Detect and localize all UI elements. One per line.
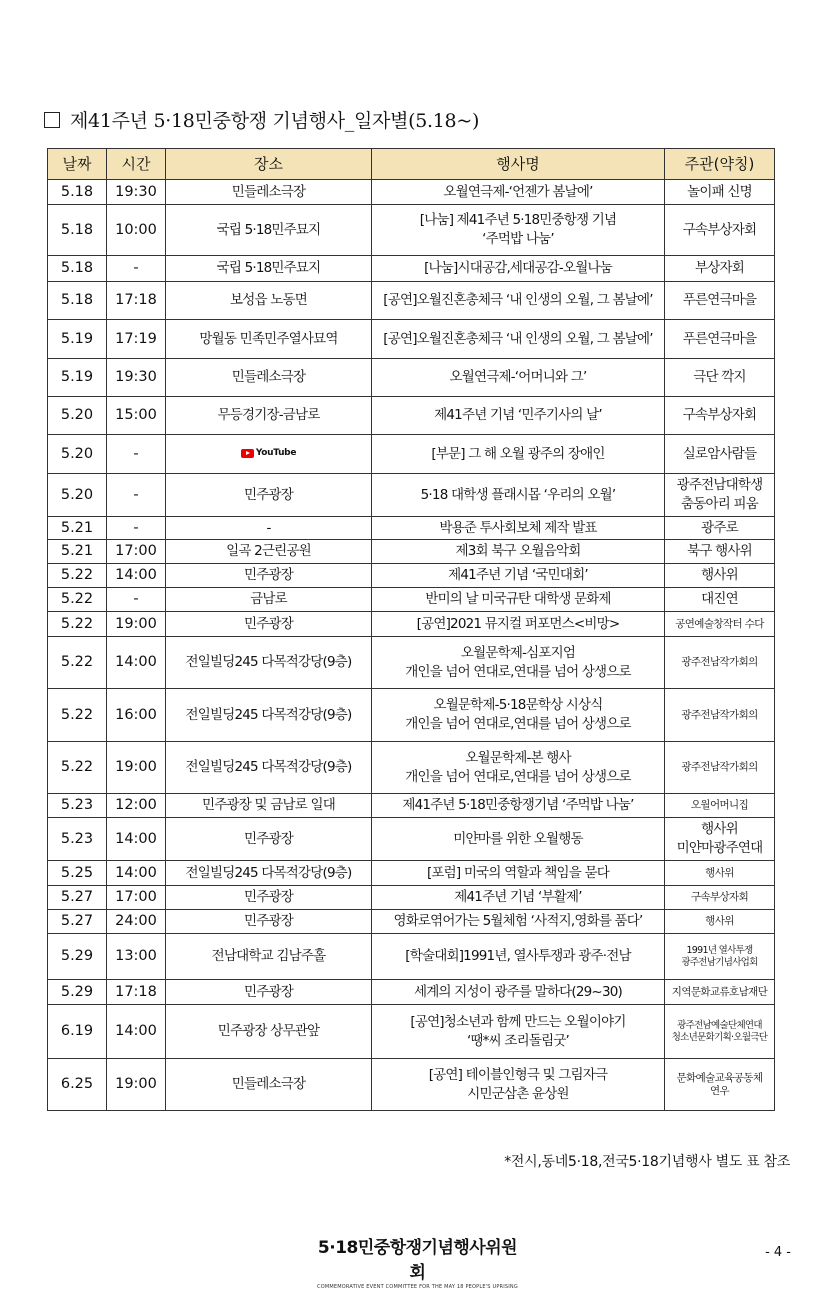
header-host: 주관(약칭) bbox=[665, 149, 775, 180]
section-heading bbox=[44, 106, 479, 133]
host-line: 구속부상자회 bbox=[682, 221, 757, 238]
event-line: ‘주먹밥 나눔’ bbox=[482, 231, 554, 247]
event-line: [공연]청소년과 함께 만드는 오월이야기 bbox=[410, 1013, 626, 1030]
heading-text: 제41주년 5·18민중항쟁 기념행사_일자별(5.18~) bbox=[70, 110, 480, 132]
host-line: 극단 깍지 bbox=[693, 369, 746, 385]
event-line: 박용준 투사회보체 제작 발표 bbox=[439, 519, 597, 536]
cell-time: - bbox=[107, 588, 166, 612]
table-row bbox=[48, 980, 775, 1005]
cell-date: 5.18 bbox=[48, 256, 107, 282]
cell-place: 민주광장 bbox=[166, 910, 372, 934]
cell-host bbox=[665, 861, 775, 886]
page-number: - 4 - bbox=[765, 1245, 791, 1260]
host-line: 행사위 bbox=[701, 821, 738, 837]
host-line: 청소년문화기획·오월극단 bbox=[671, 1031, 768, 1043]
table-row bbox=[48, 517, 775, 540]
cell-event bbox=[372, 474, 665, 517]
cell-host bbox=[665, 934, 775, 980]
table-row bbox=[48, 180, 775, 205]
cell-time: 14:00 bbox=[107, 637, 166, 689]
table-row bbox=[48, 320, 775, 359]
event-line: 영화로엮어가는 5월체험 ‘사적지,영화를 품다’ bbox=[393, 913, 643, 929]
host-line: 행사위 bbox=[701, 567, 738, 583]
cell-time: 19:30 bbox=[107, 180, 166, 205]
cell-time: 14:00 bbox=[107, 564, 166, 588]
host-line: 공연예술창작터 수다 bbox=[675, 617, 764, 630]
host-line: 광주로 bbox=[701, 519, 738, 536]
cell-event bbox=[372, 794, 665, 818]
cell-date: 5.22 bbox=[48, 612, 107, 637]
cell-time: - bbox=[107, 435, 166, 474]
host-line: 오월어머니집 bbox=[690, 799, 749, 811]
table-row bbox=[48, 612, 775, 637]
event-line: 오월연극제-‘언젠가 봄날에’ bbox=[443, 183, 593, 200]
event-line: ‘땡*씨 조리돌림굿’ bbox=[466, 1032, 570, 1049]
cell-event bbox=[372, 1059, 665, 1111]
host-line: 푸른연극마을 bbox=[682, 330, 757, 347]
event-line: 제41주년 5·18민중항쟁기념 ‘주먹밥 나눔’ bbox=[402, 797, 634, 813]
cell-host bbox=[665, 886, 775, 910]
event-line: 반미의 날 미국규탄 대학생 문화제 bbox=[425, 591, 611, 607]
cell-event bbox=[372, 980, 665, 1005]
event-line: [포럼] 미국의 역할과 책임을 묻다 bbox=[426, 864, 610, 881]
event-line: 시민군삼촌 윤상원 bbox=[467, 1085, 569, 1102]
cell-host bbox=[665, 282, 775, 320]
cell-place: - bbox=[166, 517, 372, 540]
cell-host bbox=[665, 794, 775, 818]
cell-time: 17:18 bbox=[107, 980, 166, 1005]
cell-date: 6.19 bbox=[48, 1005, 107, 1059]
cell-date: 6.25 bbox=[48, 1059, 107, 1111]
cell-place: 전일빌딩245 다목적강당(9층) bbox=[166, 742, 372, 794]
organizer-logo bbox=[310, 1233, 525, 1290]
cell-host bbox=[665, 564, 775, 588]
cell-date: 5.20 bbox=[48, 474, 107, 517]
cell-time: 12:00 bbox=[107, 794, 166, 818]
host-line: 북구 행사위 bbox=[687, 543, 752, 559]
cell-time: 17:00 bbox=[107, 886, 166, 910]
cell-place: 보성읍 노동면 bbox=[166, 282, 372, 320]
table-row bbox=[48, 1059, 775, 1111]
cell-event bbox=[372, 588, 665, 612]
cell-place: 민주광장 상무관앞 bbox=[166, 1005, 372, 1059]
cell-time: 19:00 bbox=[107, 612, 166, 637]
cell-event bbox=[372, 886, 665, 910]
host-line: 푸른연극마을 bbox=[682, 292, 757, 308]
event-line: [나눔]시대공감,세대공감-오월나눔 bbox=[424, 260, 612, 276]
event-line: [공연] 테이블인형극 및 그림자극 bbox=[428, 1066, 608, 1083]
cell-place: 전일빌딩245 다목적강당(9층) bbox=[166, 637, 372, 689]
cell-host bbox=[665, 180, 775, 205]
cell-host bbox=[665, 474, 775, 517]
cell-place: 일곡 2근린공원 bbox=[166, 540, 372, 564]
cell-time: - bbox=[107, 474, 166, 517]
table-row bbox=[48, 435, 775, 474]
cell-place bbox=[166, 435, 372, 474]
cell-date: 5.27 bbox=[48, 886, 107, 910]
cell-date: 5.19 bbox=[48, 359, 107, 397]
youtube-play-icon bbox=[241, 449, 254, 458]
host-line: 문화예술교육공동체 bbox=[676, 1071, 763, 1084]
host-line: 춤동아리 피움 bbox=[681, 496, 758, 512]
cell-event bbox=[372, 910, 665, 934]
host-line: 대진연 bbox=[701, 591, 738, 607]
cell-time: 17:00 bbox=[107, 540, 166, 564]
cell-date: 5.25 bbox=[48, 861, 107, 886]
cell-place: 전일빌딩245 다목적강당(9층) bbox=[166, 861, 372, 886]
event-line: 미얀마를 위한 오월행동 bbox=[453, 830, 583, 847]
table-row bbox=[48, 934, 775, 980]
cell-time: 16:00 bbox=[107, 689, 166, 742]
cell-date: 5.18 bbox=[48, 180, 107, 205]
table-body bbox=[48, 180, 775, 1111]
table-row bbox=[48, 1005, 775, 1059]
cell-host bbox=[665, 435, 775, 474]
host-line: 행사위 bbox=[705, 866, 734, 879]
table-row bbox=[48, 256, 775, 282]
host-line: 구속부상자회 bbox=[690, 891, 749, 903]
table-header-row bbox=[48, 149, 775, 180]
cell-date: 5.23 bbox=[48, 818, 107, 861]
cell-date: 5.27 bbox=[48, 910, 107, 934]
cell-time: 14:00 bbox=[107, 861, 166, 886]
cell-host bbox=[665, 612, 775, 637]
cell-place: 민주광장 bbox=[166, 980, 372, 1005]
table-row bbox=[48, 205, 775, 256]
cell-event bbox=[372, 205, 665, 256]
cell-event bbox=[372, 861, 665, 886]
table-row bbox=[48, 282, 775, 320]
cell-event bbox=[372, 256, 665, 282]
cell-event bbox=[372, 517, 665, 540]
cell-place: 전일빌딩245 다목적강당(9층) bbox=[166, 689, 372, 742]
table-row bbox=[48, 637, 775, 689]
event-line: 제41주년 기념 ‘민주기사의 날’ bbox=[434, 407, 602, 423]
event-line: [부문] 그 해 오월 광주의 장애인 bbox=[431, 445, 605, 462]
cell-place: 국립 5·18민주묘지 bbox=[166, 256, 372, 282]
cell-date: 5.21 bbox=[48, 517, 107, 540]
cell-date: 5.22 bbox=[48, 564, 107, 588]
cell-host bbox=[665, 1005, 775, 1059]
cell-host bbox=[665, 818, 775, 861]
cell-event bbox=[372, 180, 665, 205]
cell-host bbox=[665, 910, 775, 934]
event-line: [공연]오월진혼총체극 ‘내 인생의 오월, 그 봄날에’ bbox=[383, 330, 653, 347]
cell-time: 14:00 bbox=[107, 1005, 166, 1059]
table-row bbox=[48, 818, 775, 861]
cell-place: 민들레소극장 bbox=[166, 359, 372, 397]
host-line: 행사위 bbox=[705, 915, 734, 927]
cell-place: 민주광장 bbox=[166, 886, 372, 910]
table-row bbox=[48, 540, 775, 564]
host-line: 실로암사람들 bbox=[682, 445, 757, 462]
cell-host bbox=[665, 320, 775, 359]
cell-place: 민들레소극장 bbox=[166, 1059, 372, 1111]
table-row bbox=[48, 689, 775, 742]
cell-time: 19:00 bbox=[107, 742, 166, 794]
cell-host bbox=[665, 637, 775, 689]
cell-event bbox=[372, 282, 665, 320]
cell-host bbox=[665, 588, 775, 612]
cell-event bbox=[372, 1005, 665, 1059]
cell-event bbox=[372, 934, 665, 980]
event-line: 오월연극제-‘어머니와 그’ bbox=[449, 369, 587, 385]
event-line: 제3회 북구 오월음악회 bbox=[455, 543, 581, 559]
event-line: 개인을 넘어 연대로,연대를 넘어 상생으로 bbox=[405, 768, 631, 785]
header-place: 장소 bbox=[166, 149, 372, 180]
cell-date: 5.22 bbox=[48, 742, 107, 794]
cell-host bbox=[665, 205, 775, 256]
event-line: 오월문학제-심포지엄 bbox=[460, 644, 576, 661]
host-line: 광주전남작가회의 bbox=[681, 708, 758, 721]
cell-date: 5.29 bbox=[48, 934, 107, 980]
table-row bbox=[48, 861, 775, 886]
cell-time: - bbox=[107, 517, 166, 540]
cell-place: 민주광장 bbox=[166, 818, 372, 861]
table-row bbox=[48, 794, 775, 818]
cell-place: 전남대학교 김남주홀 bbox=[166, 934, 372, 980]
cell-event bbox=[372, 742, 665, 794]
host-line: 광주전남기념사업회 bbox=[681, 956, 758, 968]
cell-host bbox=[665, 1059, 775, 1111]
cell-date: 5.19 bbox=[48, 320, 107, 359]
table-row bbox=[48, 742, 775, 794]
cell-time: 14:00 bbox=[107, 818, 166, 861]
host-line: 구속부상자회 bbox=[682, 407, 757, 423]
host-line: 1991년 열사투쟁 bbox=[686, 944, 753, 956]
table-row bbox=[48, 397, 775, 435]
cell-time: 24:00 bbox=[107, 910, 166, 934]
cell-event bbox=[372, 320, 665, 359]
header-date: 날짜 bbox=[48, 149, 107, 180]
cell-host bbox=[665, 540, 775, 564]
logo-org-english: COMMEMORATIVE EVENT COMMITTEE FOR THE MAY 18 PEOPLE'S UPRISING bbox=[317, 1284, 518, 1290]
event-line: [공연]오월진혼총체극 ‘내 인생의 오월, 그 봄날에’ bbox=[383, 292, 653, 308]
cell-host bbox=[665, 980, 775, 1005]
table-row bbox=[48, 910, 775, 934]
cell-place: 민주광장 및 금남로 일대 bbox=[166, 794, 372, 818]
cell-date: 5.29 bbox=[48, 980, 107, 1005]
cell-place: 국립 5·18민주묘지 bbox=[166, 205, 372, 256]
youtube-logo bbox=[241, 444, 296, 463]
table-row bbox=[48, 588, 775, 612]
cell-date: 5.20 bbox=[48, 435, 107, 474]
header-event: 행사명 bbox=[372, 149, 665, 180]
table-row bbox=[48, 359, 775, 397]
cell-place: 민주광장 bbox=[166, 612, 372, 637]
host-line: 놀이패 신명 bbox=[687, 183, 752, 200]
cell-event bbox=[372, 818, 665, 861]
cell-event bbox=[372, 564, 665, 588]
footnote: *전시,동네5·18,전국5·18기념행사 별도 표 참조 bbox=[504, 1154, 790, 1170]
cell-date: 5.22 bbox=[48, 637, 107, 689]
event-line: 개인을 넘어 연대로,연대를 넘어 상생으로 bbox=[405, 716, 631, 732]
cell-date: 5.23 bbox=[48, 794, 107, 818]
cell-time: 19:30 bbox=[107, 359, 166, 397]
event-line: 제41주년 기념 ‘부활제’ bbox=[454, 889, 582, 905]
table-row bbox=[48, 886, 775, 910]
cell-time: 10:00 bbox=[107, 205, 166, 256]
cell-time: 17:18 bbox=[107, 282, 166, 320]
event-line: [나눔] 제41주년 5·18민중항쟁 기념 bbox=[419, 212, 617, 228]
cell-time: 15:00 bbox=[107, 397, 166, 435]
cell-date: 5.18 bbox=[48, 282, 107, 320]
host-line: 광주전남작가회의 bbox=[681, 761, 758, 773]
header-time: 시간 bbox=[107, 149, 166, 180]
host-line: 미얀마광주연대 bbox=[676, 840, 763, 856]
cell-host bbox=[665, 742, 775, 794]
event-line: [공연]2021 뮤지컬 퍼포먼스<비망> bbox=[416, 615, 620, 632]
cell-place: 무등경기장-금남로 bbox=[166, 397, 372, 435]
event-line: 제41주년 기념 ‘국민대회’ bbox=[448, 567, 588, 583]
cell-date: 5.22 bbox=[48, 689, 107, 742]
youtube-wordmark: YouTube bbox=[255, 448, 297, 458]
cell-host bbox=[665, 397, 775, 435]
event-line: 오월문학제-5·18문학상 시상식 bbox=[433, 697, 603, 713]
event-line: 오월문학제-본 행사 bbox=[465, 749, 571, 766]
cell-event bbox=[372, 612, 665, 637]
table-row bbox=[48, 564, 775, 588]
cell-event bbox=[372, 435, 665, 474]
cell-place: 금남로 bbox=[166, 588, 372, 612]
cell-time: 19:00 bbox=[107, 1059, 166, 1111]
cell-event bbox=[372, 540, 665, 564]
cell-date: 5.22 bbox=[48, 588, 107, 612]
event-line: [학술대회]1991년, 열사투쟁과 광주·전남 bbox=[405, 948, 631, 964]
event-line: 5·18 대학생 플래시몹 ‘우리의 오월’ bbox=[420, 486, 616, 503]
host-line: 연우 bbox=[709, 1084, 730, 1097]
cell-host bbox=[665, 359, 775, 397]
host-line: 부상자회 bbox=[695, 260, 744, 276]
cell-time: 17:19 bbox=[107, 320, 166, 359]
cell-place: 망월동 민족민주열사묘역 bbox=[166, 320, 372, 359]
cell-date: 5.20 bbox=[48, 397, 107, 435]
cell-event bbox=[372, 637, 665, 689]
cell-event bbox=[372, 397, 665, 435]
cell-event bbox=[372, 689, 665, 742]
event-line: 개인을 넘어 연대로,연대를 넘어 상생으로 bbox=[405, 663, 631, 680]
cell-host bbox=[665, 517, 775, 540]
cell-time: 13:00 bbox=[107, 934, 166, 980]
host-line: 광주전남대학생 bbox=[676, 477, 763, 493]
host-line: 지역문화교류호남재단 bbox=[671, 985, 768, 998]
table-row bbox=[48, 474, 775, 517]
host-line: 광주전남작가회의 bbox=[681, 656, 758, 668]
cell-place: 민주광장 bbox=[166, 564, 372, 588]
cell-date: 5.21 bbox=[48, 540, 107, 564]
cell-date: 5.18 bbox=[48, 205, 107, 256]
cell-place: 민주광장 bbox=[166, 474, 372, 517]
cell-time: - bbox=[107, 256, 166, 282]
cell-event bbox=[372, 359, 665, 397]
event-schedule-table bbox=[47, 148, 775, 1111]
logo-org-name: 5·18민중항쟁기념행사위원회 bbox=[317, 1238, 518, 1283]
cell-host bbox=[665, 256, 775, 282]
cell-place: 민들레소극장 bbox=[166, 180, 372, 205]
event-line: 세계의 지성이 광주를 말하다(29~30) bbox=[414, 983, 622, 1000]
cell-host bbox=[665, 689, 775, 742]
host-line: 광주전남예술단체연대 bbox=[677, 1019, 762, 1031]
checkbox-icon bbox=[44, 112, 60, 128]
